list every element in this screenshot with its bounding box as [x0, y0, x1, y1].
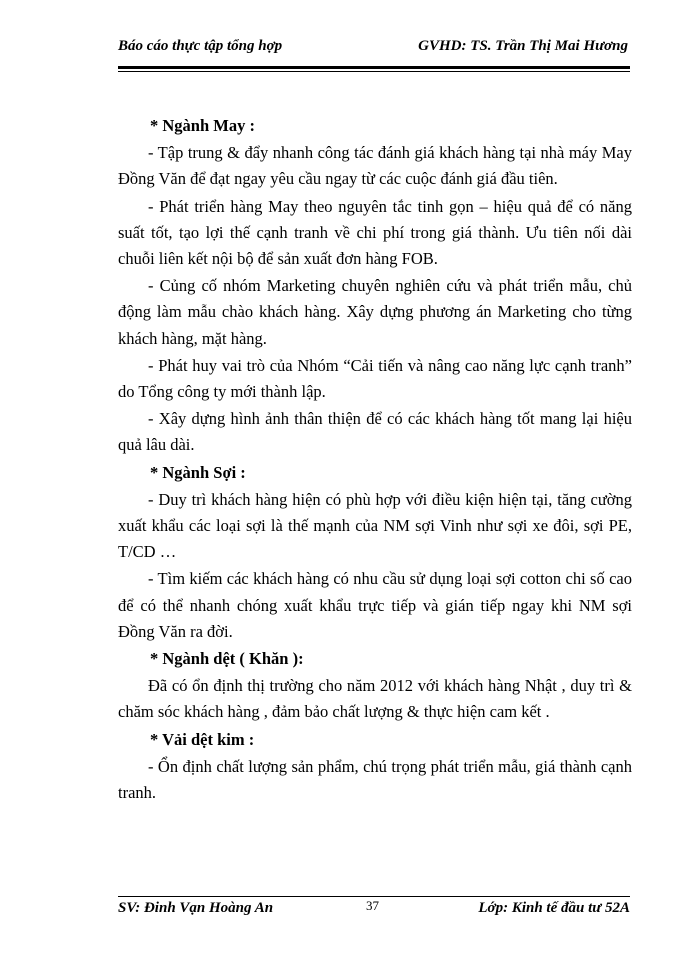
- footer-student-name: SV: Đinh Vạn Hoàng An: [118, 900, 274, 916]
- paragraph: - Tìm kiếm các khách hàng có nhu cầu sử dụng loại sợi cotton chi số cao để có thể nhanh chóng xuất khẩu trực tiếp và gián tiếp ngay khi NM sợi Đồng Văn ra đời.: [118, 569, 632, 641]
- page-header: [118, 38, 628, 62]
- document-body: [118, 113, 632, 806]
- footer-rule: [118, 896, 630, 897]
- paragraph: - Phát triển hàng May theo nguyên tắc tinh gọn – hiệu quả để có năng suất tốt, tạo lợi thế cạnh tranh về chi phí trong giá thành. Ưu tiên nối dài chuỗi liên kết nội bộ để sản xuất đơn hàng FOB.: [118, 196, 632, 269]
- page-number: 37: [366, 898, 379, 913]
- paragraph: - Xây dựng hình ảnh thân thiện để có các khách hàng tốt mang lại hiệu quả lâu dài.: [118, 409, 632, 455]
- section-heading: * Ngành dệt ( Khăn ):: [150, 649, 304, 669]
- header-rule: [118, 66, 630, 69]
- section-heading: * Vải dệt kim :: [150, 729, 255, 749]
- header-report-title: Báo cáo thực tập tổng hợp: [118, 38, 283, 54]
- paragraph: - Phát huy vai trò của Nhóm “Cải tiến và nâng cao năng lực cạnh tranh” do Tổng công ty mới thành lập.: [118, 355, 632, 402]
- page-footer: [118, 900, 630, 924]
- paragraph: Đã có ổn định thị trường cho năm 2012 với khách hàng Nhật , duy trì & chăm sóc khách hàng , đảm bảo chất lượng & thực hiện cam kết .: [118, 676, 632, 722]
- paragraph: - Duy trì khách hàng hiện có phù hợp với điều kiện hiện tại, tăng cường xuất khẩu các loại sợi là thế mạnh của NM sợi Vinh như sợi xe đôi, sợi PE, T/CD …: [118, 489, 632, 562]
- section-heading: * Ngành Sợi :: [150, 462, 246, 482]
- section-heading: * Ngành May :: [150, 116, 255, 135]
- paragraph: - Ổn định chất lượng sản phẩm, chú trọng phát triển mẫu, giá thành cạnh tranh.: [118, 756, 632, 803]
- paragraph: - Tập trung & đẩy nhanh công tác đánh giá khách hàng tại nhà máy May Đồng Văn để đạt ngay yêu cầu ngay từ các cuộc đánh giá đầu tiên.: [118, 143, 632, 189]
- header-supervisor: GVHD: TS. Trần Thị Mai Hương: [418, 38, 628, 54]
- footer-class: Lớp: Kinh tế đầu tư 52A: [478, 900, 630, 916]
- paragraph: - Củng cố nhóm Marketing chuyên nghiên cứu và phát triển mẫu, chủ động làm mẫu chào khách hàng. Xây dựng phương án Marketing cho từng khách hàng, mặt hàng.: [118, 276, 632, 348]
